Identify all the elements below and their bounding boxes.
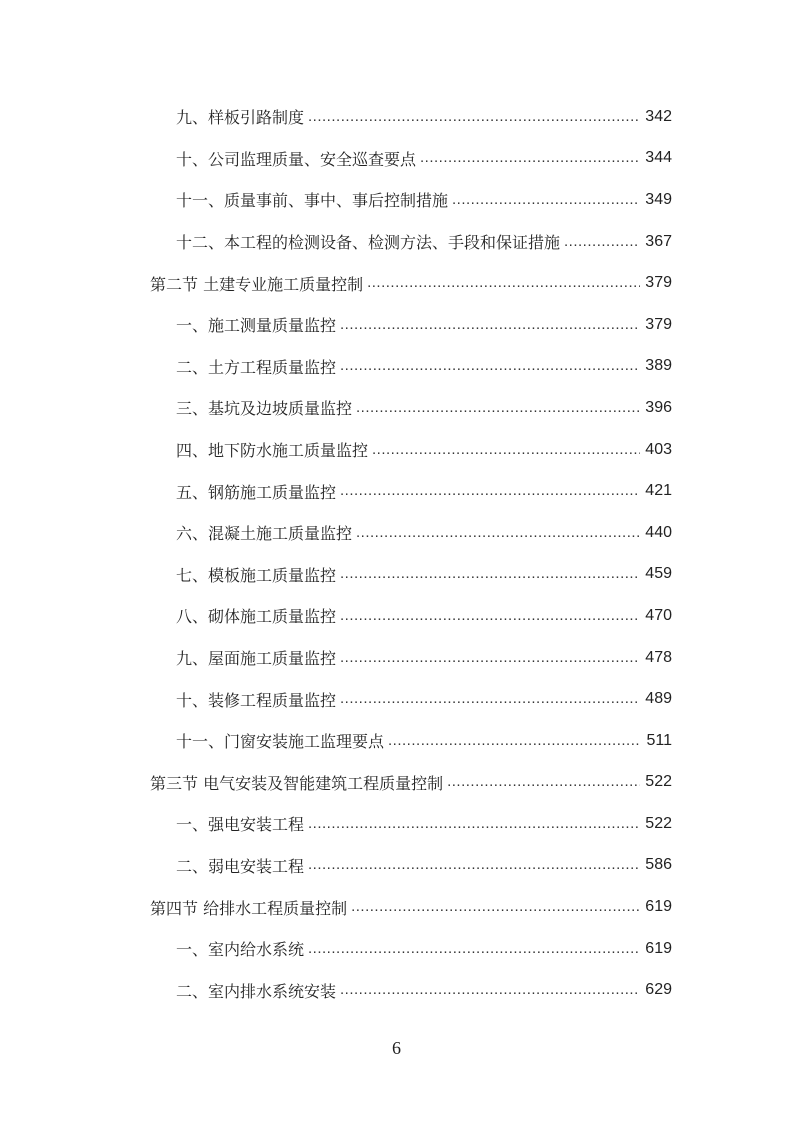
toc-entry-title: 九、样板引路制度: [176, 108, 305, 128]
toc-leader-dots: [372, 440, 640, 460]
toc-entry-page: 478: [645, 648, 672, 666]
toc-leader-dots: [367, 273, 640, 293]
toc-leader-dots: [447, 772, 640, 792]
toc-entry[interactable]: [0, 429, 793, 471]
toc-leader-dots: [340, 315, 640, 335]
toc-entry[interactable]: [0, 554, 793, 596]
toc-entry[interactable]: [0, 470, 793, 512]
toc-entry-title: 七、模板施工质量监控: [176, 565, 337, 585]
toc-entry-title: 第二节 土建专业施工质量控制: [150, 274, 364, 294]
toc-entry[interactable]: [0, 969, 793, 1011]
toc-leader-dots: [420, 148, 640, 168]
toc-entry-page: 367: [645, 232, 672, 250]
toc-leader-dots: [308, 855, 640, 875]
toc-entry-title: 十一、质量事前、事中、事后控制措施: [176, 191, 449, 211]
toc-section-entry[interactable]: [0, 262, 793, 304]
toc-leader-dots: [388, 731, 640, 751]
toc-entry-title: 五、钢筋施工质量监控: [176, 482, 337, 502]
toc-leader-dots: [308, 107, 640, 127]
toc-entry-page: 403: [645, 440, 672, 458]
toc-entry-page: 522: [645, 814, 672, 832]
toc-leader-dots: [308, 814, 640, 834]
toc-entry-title: 六、混凝土施工质量监控: [176, 524, 353, 544]
toc-entry-title: 九、屋面施工质量监控: [176, 649, 337, 669]
toc-entry-page: 522: [645, 773, 672, 791]
toc-leader-dots: [340, 481, 640, 501]
toc-leader-dots: [340, 980, 640, 1000]
toc-entry-page: 511: [646, 731, 672, 749]
toc-leader-dots: [340, 648, 640, 668]
toc-entry-page: 421: [645, 482, 672, 500]
toc-leader-dots: [340, 606, 640, 626]
toc-leader-dots: [340, 564, 640, 584]
page-number: 6: [392, 1038, 401, 1058]
toc-entry-title: 第三节 电气安装及智能建筑工程质量控制: [150, 773, 444, 793]
toc-entry-title: 一、施工测量质量监控: [176, 316, 337, 336]
toc-entry-title: 第四节 给排水工程质量控制: [150, 898, 348, 918]
toc-entry-title: 八、砌体施工质量监控: [176, 607, 337, 627]
toc-entry[interactable]: [0, 637, 793, 679]
toc-entry-page: 459: [645, 565, 672, 583]
toc-entry-title: 一、强电安装工程: [176, 815, 305, 835]
toc-entry-page: 344: [645, 149, 672, 167]
toc-entry-page: 489: [645, 690, 672, 708]
toc-entry[interactable]: [0, 803, 793, 845]
toc-entry-page: 379: [645, 315, 672, 333]
table-of-contents: [0, 96, 793, 1011]
toc-entry-page: 619: [645, 898, 672, 916]
toc-section-entry[interactable]: [0, 762, 793, 804]
toc-leader-dots: [356, 398, 640, 418]
toc-entry[interactable]: [0, 138, 793, 180]
toc-entry[interactable]: [0, 346, 793, 388]
toc-leader-dots: [356, 523, 640, 543]
toc-entry[interactable]: [0, 221, 793, 263]
toc-entry[interactable]: [0, 845, 793, 887]
toc-entry-title: 十、装修工程质量监控: [176, 690, 337, 710]
toc-entry-title: 二、弱电安装工程: [176, 856, 305, 876]
toc-leader-dots: [340, 689, 640, 709]
toc-entry-page: 619: [645, 939, 672, 957]
toc-entry-page: 396: [645, 398, 672, 416]
toc-entry-title: 十、公司监理质量、安全巡查要点: [176, 149, 417, 169]
toc-entry-title: 三、基坑及边坡质量监控: [176, 399, 353, 419]
toc-entry-title: 十一、门窗安装施工监理要点: [176, 732, 385, 752]
toc-entry-page: 389: [645, 357, 672, 375]
toc-entry-title: 十二、本工程的检测设备、检测方法、手段和保证措施: [176, 233, 561, 253]
toc-entry[interactable]: [0, 512, 793, 554]
toc-entry-page: 470: [645, 606, 672, 624]
toc-entry[interactable]: [0, 179, 793, 221]
toc-leader-dots: [452, 190, 640, 210]
toc-entry-title: 二、土方工程质量监控: [176, 357, 337, 377]
toc-entry-title: 四、地下防水施工质量监控: [176, 441, 369, 461]
toc-entry[interactable]: [0, 96, 793, 138]
toc-entry-title: 一、室内给水系统: [176, 940, 305, 960]
toc-entry[interactable]: [0, 595, 793, 637]
toc-leader-dots: [564, 232, 640, 252]
toc-leader-dots: [340, 356, 640, 376]
toc-entry-page: 440: [645, 523, 672, 541]
toc-entry-page: 342: [645, 107, 672, 125]
toc-entry[interactable]: [0, 387, 793, 429]
toc-entry[interactable]: [0, 304, 793, 346]
toc-entry-page: 349: [645, 190, 672, 208]
toc-entry-page: 586: [645, 856, 672, 874]
toc-entry-title: 二、室内排水系统安装: [176, 981, 337, 1001]
toc-entry-page: 379: [645, 274, 672, 292]
toc-leader-dots: [351, 897, 640, 917]
toc-entry[interactable]: [0, 720, 793, 762]
toc-entry[interactable]: [0, 678, 793, 720]
toc-section-entry[interactable]: [0, 886, 793, 928]
toc-entry[interactable]: [0, 928, 793, 970]
toc-leader-dots: [308, 939, 640, 959]
toc-entry-page: 629: [645, 981, 672, 999]
